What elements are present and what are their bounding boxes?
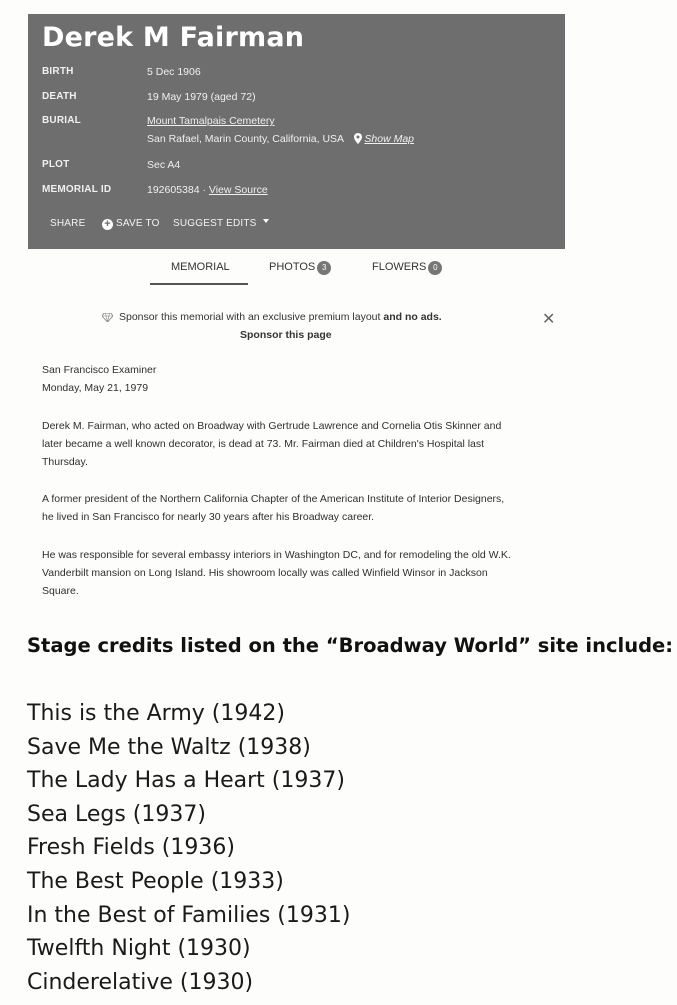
credit-item: The Best People (1933) xyxy=(27,868,284,894)
tab-memorial[interactable]: MEMORIAL xyxy=(171,261,230,273)
death-value: 19 May 1979 (aged 72) xyxy=(147,91,256,103)
credit-item: Sea Legs (1937) xyxy=(27,801,206,827)
chevron-down-icon[interactable] xyxy=(263,219,269,223)
credit-item: Twelfth Night (1930) xyxy=(27,936,251,962)
plus-circle-icon: + xyxy=(102,219,113,230)
suggest-edits-button[interactable]: SUGGEST EDITS xyxy=(173,218,257,229)
close-icon[interactable]: ✕ xyxy=(542,311,556,328)
bio-paragraph-3 xyxy=(42,546,567,600)
burial-location-text: San Rafael, Marin County, California, USA xyxy=(147,133,344,145)
map-pin-icon xyxy=(354,133,362,144)
credit-item: In the Best of Families (1931) xyxy=(27,902,351,928)
bio-p1-line-2: later became a well known decorator, is dead at 73. Mr. Fairman died at Children's Hospital last xyxy=(42,438,485,450)
credit-item: Fresh Fields (1936) xyxy=(27,835,235,861)
credits-title: Stage credits listed on the “Broadway World” site include: xyxy=(27,634,674,657)
share-button[interactable]: SHARE xyxy=(50,218,86,229)
credits-list xyxy=(27,697,350,999)
burial-cemetery-link[interactable]: Mount Tamalpais Cemetery xyxy=(147,115,275,127)
tab-flowers[interactable] xyxy=(372,261,442,275)
tab-photos-label: PHOTOS xyxy=(269,261,316,273)
sponsor-message: Sponsor this memorial with an exclusive premium layout xyxy=(119,311,381,323)
save-to-label: SAVE TO xyxy=(116,218,160,229)
sponsor-banner xyxy=(40,305,565,353)
bio-paragraph-2 xyxy=(42,490,567,526)
bio-p3-line-2: Vanderbilt mansion on Long Island. His showroom locally was called Winfield Winsor in Jackson xyxy=(42,567,488,579)
diamond-icon xyxy=(102,313,113,322)
memorial-id-label: MEMORIAL ID xyxy=(42,184,112,195)
plot-label: PLOT xyxy=(42,159,70,170)
tab-photos[interactable] xyxy=(269,261,331,275)
bio-p1-line-1: Derek M. Fairman, who acted on Broadway with Gertrude Lawrence and Cornelia Otis Skinner and xyxy=(42,420,502,432)
credit-item: Save Me the Waltz (1938) xyxy=(27,734,311,760)
death-label: DEATH xyxy=(42,91,77,102)
view-source-link[interactable]: View Source xyxy=(208,184,268,196)
bio-paragraph-1 xyxy=(42,417,567,471)
sponsor-bold: and no ads. xyxy=(383,311,442,323)
bio-p3-line-3: Square. xyxy=(42,585,79,597)
bio-p1-line-3: Thursday. xyxy=(42,456,88,468)
bio-p3-line-1: He was responsible for several embassy interiors in Washington DC, and for remodeling the old W.K. xyxy=(42,549,511,561)
sponsor-page-link[interactable]: Sponsor this page xyxy=(240,329,332,341)
flowers-count-badge: 0 xyxy=(428,261,442,275)
memorial-id-number: 192605384 · xyxy=(147,184,206,196)
active-tab-indicator xyxy=(150,283,248,285)
bio-p2-line-2: he lived in San Francisco for nearly 30 years after his Broadway career. xyxy=(42,511,375,523)
bio-p2-line-1: A former president of the Northern California Chapter of the American Institute of Interior Designers, xyxy=(42,493,505,505)
birth-value: 5 Dec 1906 xyxy=(147,66,201,78)
memorial-header xyxy=(28,14,565,249)
photos-count-badge: 3 xyxy=(317,261,331,275)
show-map-link[interactable]: Show Map xyxy=(364,133,415,145)
birth-label: BIRTH xyxy=(42,66,74,77)
tab-flowers-label: FLOWERS xyxy=(372,261,427,273)
burial-label: BURIAL xyxy=(42,115,81,126)
memorial-name: Derek M Fairman xyxy=(42,22,305,53)
bio-source-block xyxy=(42,361,567,397)
sponsor-text xyxy=(119,311,442,323)
bio-source: San Francisco Examiner xyxy=(42,364,157,376)
memorial-tabs xyxy=(150,259,450,285)
credit-item: This is the Army (1942) xyxy=(27,701,285,726)
burial-location xyxy=(147,133,414,145)
memorial-id-value xyxy=(147,184,268,196)
bio-date: Monday, May 21, 1979 xyxy=(42,382,149,394)
save-to-button[interactable] xyxy=(102,218,160,230)
plot-value: Sec A4 xyxy=(147,159,181,171)
credit-item: Cinderelative (1930) xyxy=(27,969,254,995)
credit-item: The Lady Has a Heart (1937) xyxy=(27,768,345,794)
